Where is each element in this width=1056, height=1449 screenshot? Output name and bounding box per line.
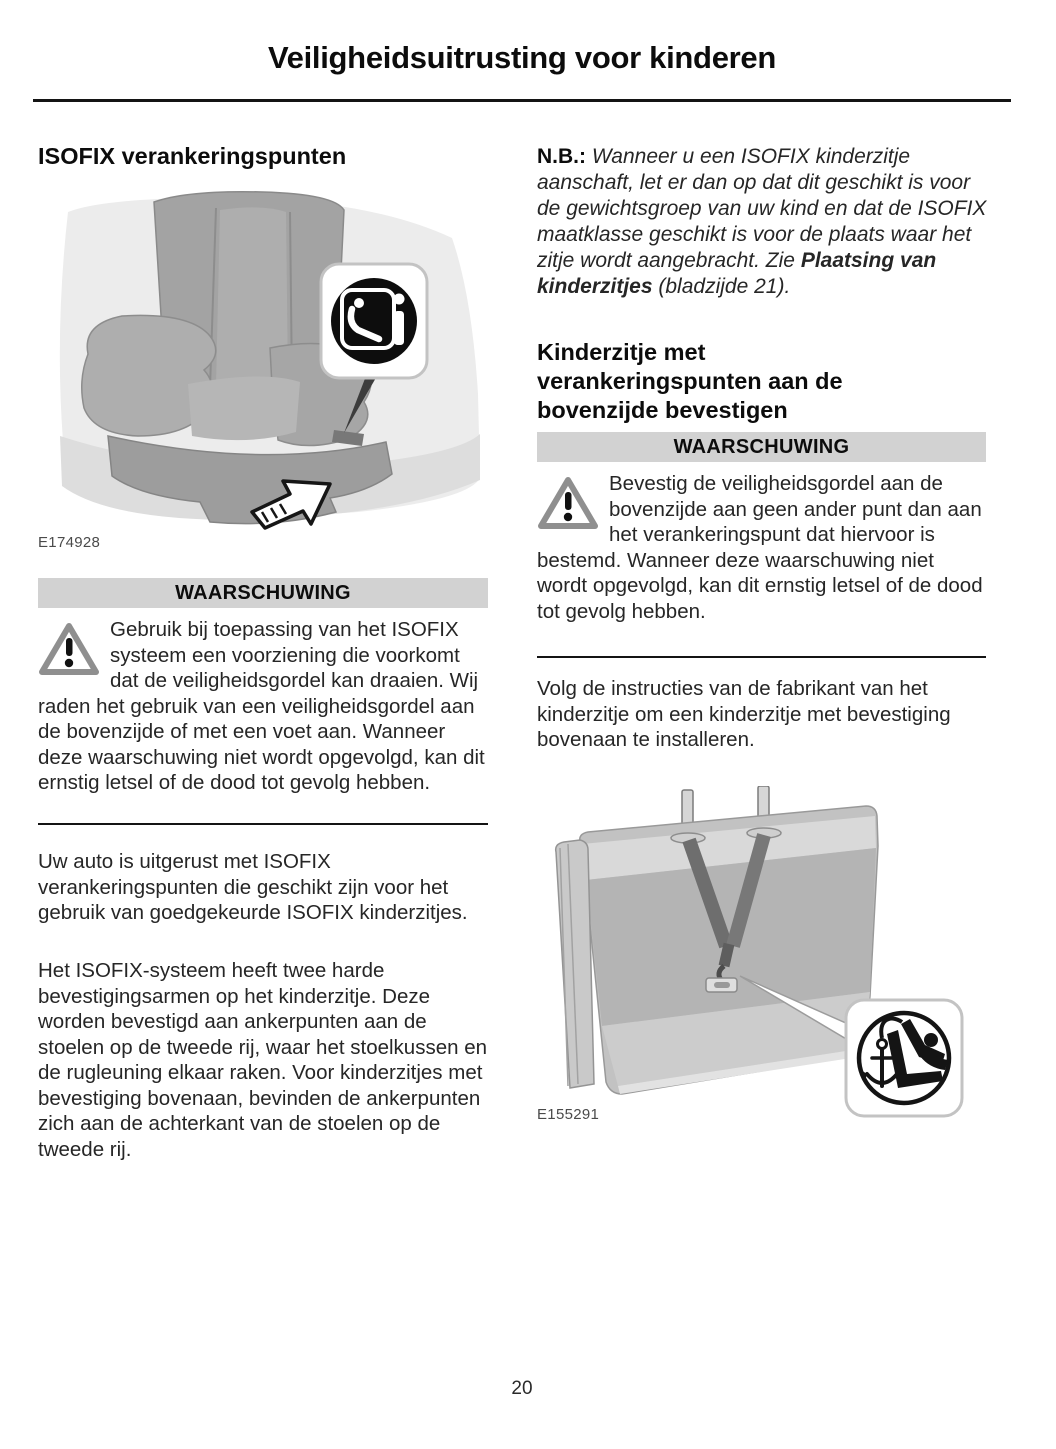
- warning-text: Gebruik bij toepassing van het ISOFIX systeem een voorziening die voorkomt dat de veiligheidsgordel kan draaien. Wij raden het gebruik van een veiligheidsgordel aan de bovenzijde of met een voet aan. Wanneer deze waarschuwing niet wordt opgevolgd, kan dit ernstig letsel of de dood tot gevolg hebben.: [38, 618, 485, 794]
- figure-top-tether: [530, 786, 982, 1138]
- warning-box-isofix: [38, 578, 488, 796]
- warning-text: Bevestig de veiligheidsgordel aan de bovenzijde aan geen ander punt dan aan het verankeringspunt dat hiervoor is bestemd. Wanneer deze waarschuwing niet wordt opgevolgd, kan dit ernstig letsel of de dood tot gevolg hebben.: [537, 472, 983, 623]
- warning-title-bar: WAARSCHUWING: [537, 432, 986, 462]
- top-tether-anchor-icon: [846, 1000, 962, 1116]
- section-title-isofix: ISOFIX verankeringspunten: [38, 143, 347, 169]
- body-paragraph: Uw auto is uitgerust met ISOFIX verankeringspunten die geschikt zijn voor het gebruik van goedgekeurde ISOFIX kinderzitjes.: [38, 850, 468, 924]
- note-label: N.B.:: [537, 145, 586, 168]
- note-text-after: (bladzijde 21).: [652, 275, 791, 298]
- body-paragraph: Volg de instructies van de fabrikant van het kinderzitje om een kinderzitje met bevestiging bovenaan te installeren.: [537, 677, 951, 751]
- page-title: Veiligheidsuitrusting voor kinderen: [268, 40, 776, 75]
- figure-child-seat-isofix: [38, 186, 488, 538]
- note-reference: Plaatsing van kinderzitjes: [537, 249, 937, 298]
- section-title-top-tether: Kinderzitje met verankeringspunten aan de bovenzijde bevestigen: [537, 339, 843, 423]
- warning-box-top-tether: [537, 432, 986, 624]
- warning-divider: [537, 656, 986, 658]
- warning-triangle-icon: [537, 474, 599, 532]
- warning-divider: [38, 823, 488, 825]
- page-number: 20: [511, 1378, 533, 1399]
- child-seat-illustration: [38, 186, 488, 538]
- figure-code: E174928: [38, 534, 101, 551]
- header-divider: [33, 99, 1011, 102]
- note-text: Wanneer u een ISOFIX kinderzitje aanschaft, let er dan op dat dit geschikt is voor de gewichtsgroep van uw kind en dat de ISOFIX maatklasse geschikt is voor de plaats waar het zitje wordt aangebracht. Zie: [537, 145, 987, 272]
- warning-triangle-icon: [38, 620, 100, 678]
- top-tether-illustration: [530, 786, 982, 1138]
- body-paragraph: Het ISOFIX-systeem heeft twee harde bevestigingsarmen op het kinderzitje. Deze worden bevestigd aan ankerpunten aan de stoelen op de tweede rij, waar het stoelkussen en de rugleuning elkaar raken. Voor kinderzitjes met bevestiging bovenaan, bevinden de ankerpunten zich aan de achterkant van de stoelen op de tweede rij.: [38, 959, 487, 1161]
- figure-code: E155291: [537, 1106, 600, 1123]
- isofix-label-icon: [321, 264, 427, 378]
- note-paragraph: [537, 144, 989, 300]
- warning-title-bar: WAARSCHUWING: [38, 578, 488, 608]
